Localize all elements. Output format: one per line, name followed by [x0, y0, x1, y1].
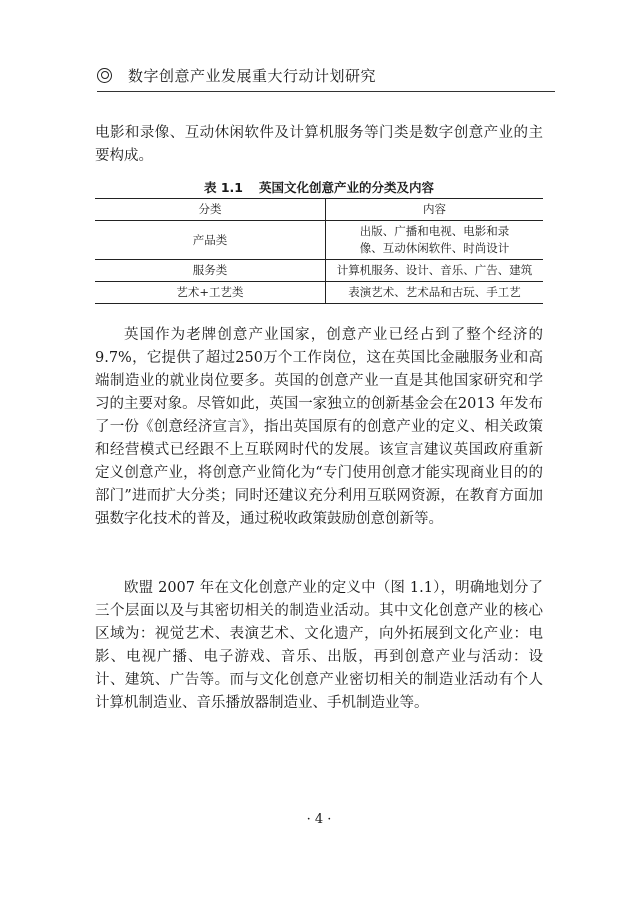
table-caption-title: 英国文化创意产业的分类及内容 [258, 180, 434, 195]
table-header-content: 内容 [326, 199, 544, 221]
running-header [97, 64, 557, 86]
table-cell-category: 产品类 [95, 221, 326, 260]
table-caption [95, 178, 543, 196]
running-header-title: 数字创意产业发展重大行动计划研究 [128, 66, 377, 85]
table-header-row [95, 199, 543, 221]
table-cell-content: 出版、广播和电视、电影和录像、互动休闲软件、时尚设计 [326, 221, 544, 260]
target-circle-icon [97, 68, 112, 83]
table-cell-category: 服务类 [95, 260, 326, 282]
table-cell-category: 艺术+工艺类 [95, 282, 326, 304]
intro-paragraph: 电影和录像、互动休闲软件及计算机服务等门类是数字创意产业的主要构成。 [95, 125, 543, 164]
body-paragraph-eu: 欧盟 2007 年在文化创意产业的定义中（图 1.1），明确地划分了三个层面以及与其密切相关的制造业活动。其中文化创意产业的核心区域为：视觉艺术、表演艺术、文化遗产，向外拓展到文化产业：电影、电视广播、电子游戏、音乐、出版，再到创意产业与活动：设计、建筑、广告等。而与文化创意产业密切相关的制造业活动有个人计算机制造业、音乐播放器制造业、手机制造业等。 [95, 580, 543, 711]
body-paragraph-uk: 英国作为老牌创意产业国家，创意产业已经占到了整个经济的9.7%，它提供了超过250万个工作岗位，这在英国比金融服务业和高端制造业的就业岗位要多。英国的创意产业一直是其他国家研究和学习的主要对象。尽管如此，英国一家独立的创新基金会在2013 年发布了一份《创意经济宣言》，指出英国原有的创意产业的定义、相关政策和经营模式已经跟不上互联网时代的发展。该宣言建议英国政府重新定义创意产业，将创意产业简化为“专门使用创意才能实现商业目的的部门”进而扩大分类；同时还建议充分利用互联网资源，在教育方面加强数字化技术的普及，通过税收政策鼓励创意创新等。 [95, 327, 543, 527]
table-row [95, 282, 543, 304]
page-number: · 4 · [306, 812, 332, 827]
table-row [95, 221, 543, 260]
table-cell-content: 计算机服务、设计、音乐、广告、建筑 [326, 260, 544, 282]
header-rule [97, 91, 555, 92]
table-header-category: 分类 [95, 199, 326, 221]
table-cell-content: 表演艺术、艺术品和古玩、手工艺 [326, 282, 544, 304]
table-row [95, 260, 543, 282]
table-caption-number: 表 1.1 [203, 180, 243, 195]
classification-table [95, 198, 543, 304]
